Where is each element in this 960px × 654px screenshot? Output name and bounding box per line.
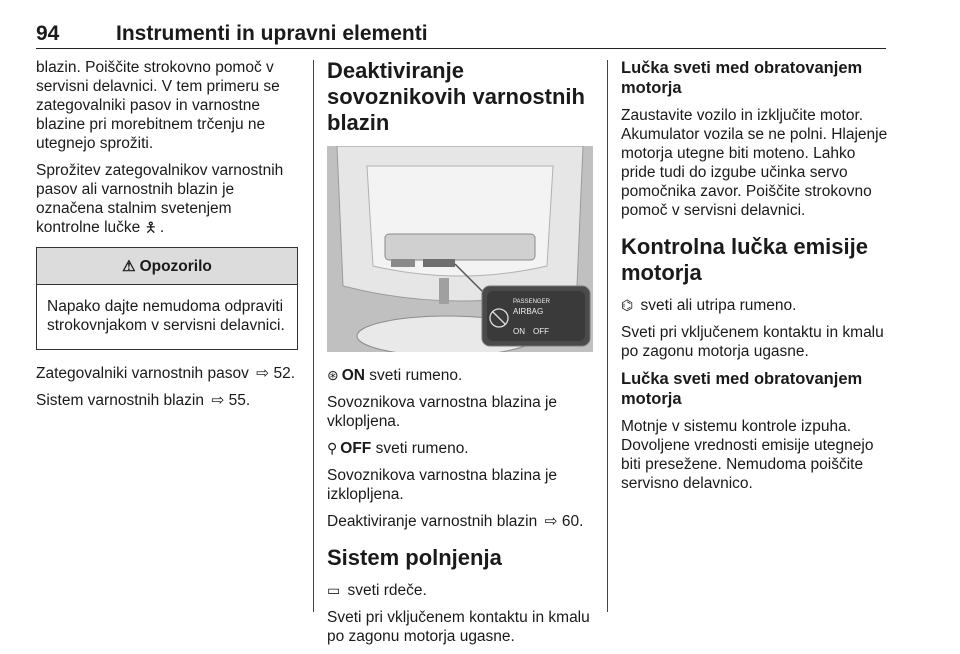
off-label: OFF	[340, 440, 372, 457]
panel-label-off: OFF	[533, 327, 549, 336]
section-heading: Kontrolna lučka emisije motorja	[621, 234, 868, 285]
indicator-text: sveti rumeno.	[369, 367, 463, 384]
column-right	[621, 58, 889, 501]
warning-header	[37, 248, 297, 285]
reference-page: 55.	[228, 392, 251, 409]
subheading: Lučka sveti med obratovanjem motorja	[621, 59, 863, 97]
indicator-text: sveti ali utripa rumeno.	[640, 297, 797, 314]
indicator-line	[327, 581, 595, 600]
reference-text: Zategovalniki varnostnih pasov	[36, 365, 249, 382]
paragraph: blazin. Poiščite strokovno pomoč v servisni delavnici. V tem primeru se zategovalniki pasov in varnostne blazine pri morebitnem trčenju ne utegnejo sprožiti.	[36, 59, 280, 152]
paragraph: Sovoznikova varnostna blazina je vklopljena.	[327, 394, 558, 430]
overhead-console-figure	[327, 146, 593, 352]
section-heading: Deaktiviranje sovoznikovih varnostnih blazin	[327, 58, 585, 135]
subheading: Lučka sveti med obratovanjem motorja	[621, 370, 863, 408]
paragraph: Zaustavite vozilo in izključite motor. Akumulator vozila se ne polni. Hlajenje motorja utegne biti moteno. Lahko pride tudi do izgube učinka servo pomočnika zavor. Poiščite strokovno pomoč v servisni delavnici.	[621, 107, 888, 219]
indicator-text: sveti rdeče.	[347, 582, 427, 599]
engine-icon: ⌬	[621, 297, 634, 313]
page-header	[36, 14, 886, 49]
indicator-text: sveti rumeno.	[375, 440, 469, 457]
paragraph	[36, 161, 298, 237]
panel-label-passenger: PASSENGER	[513, 299, 550, 305]
seatbelt-warning-icon: 🯅	[144, 219, 157, 235]
column-divider	[313, 60, 314, 612]
paragraph-text: Sprožitev zategovalnikov varnostnih pasov ali varnostnih blazin je označena stalnim svetenjem kontrolne lučke	[36, 162, 284, 236]
column-left	[36, 58, 298, 418]
warning-title: Opozorilo	[139, 257, 212, 275]
reference-text: Sistem varnostnih blazin	[36, 392, 204, 409]
arrow-right-icon: ⇨	[256, 365, 270, 382]
indicator-line	[621, 296, 889, 315]
paragraph: Sveti pri vključenem kontaktu in kmalu po zagonu motorja ugasne.	[621, 324, 884, 360]
paragraph: Sveti pri vključenem kontaktu in kmalu po zagonu motorja ugasne.	[327, 609, 590, 645]
on-label: ON	[341, 367, 365, 384]
cross-reference[interactable]	[327, 512, 595, 531]
paragraph: Motnje v sistemu kontrole izpuha. Dovoljene vrednosti emisije utegnejo biti presežene. Nemudoma poiščite servisno delavnico.	[621, 418, 874, 492]
reference-page: 52.	[273, 365, 296, 382]
overhead-console-illustration	[327, 146, 593, 352]
warning-text: Napako dajte nemudoma odpraviti strokovnjakom v servisni delavnici.	[47, 298, 285, 334]
reference-page: 60.	[561, 513, 584, 530]
page-number: 94	[36, 22, 60, 45]
column-divider	[607, 60, 608, 612]
arrow-right-icon: ⇨	[211, 392, 225, 409]
panel-label-airbag: AIRBAG	[513, 307, 544, 316]
arrow-right-icon: ⇨	[544, 513, 558, 530]
panel-label-on: ON	[513, 327, 525, 336]
page-title: Instrumenti in upravni elementi	[116, 22, 428, 45]
indicator-line	[327, 439, 595, 458]
reference-text: Deaktiviranje varnostnih blazin	[327, 513, 538, 530]
paragraph: Sovoznikova varnostna blazina je izklopljena.	[327, 467, 558, 503]
warning-icon: ⚠	[122, 257, 136, 275]
punctuation: .	[159, 219, 165, 236]
indicator-line	[327, 366, 595, 385]
warning-box	[36, 247, 298, 350]
airbag-on-icon: ⊛	[327, 367, 339, 383]
battery-icon: ▭	[327, 582, 341, 598]
cross-reference[interactable]	[36, 364, 298, 383]
airbag-off-icon: ⚲	[327, 440, 338, 456]
cross-reference[interactable]	[36, 391, 298, 410]
column-middle	[327, 58, 595, 654]
section-heading: Sistem polnjenja	[327, 545, 502, 570]
